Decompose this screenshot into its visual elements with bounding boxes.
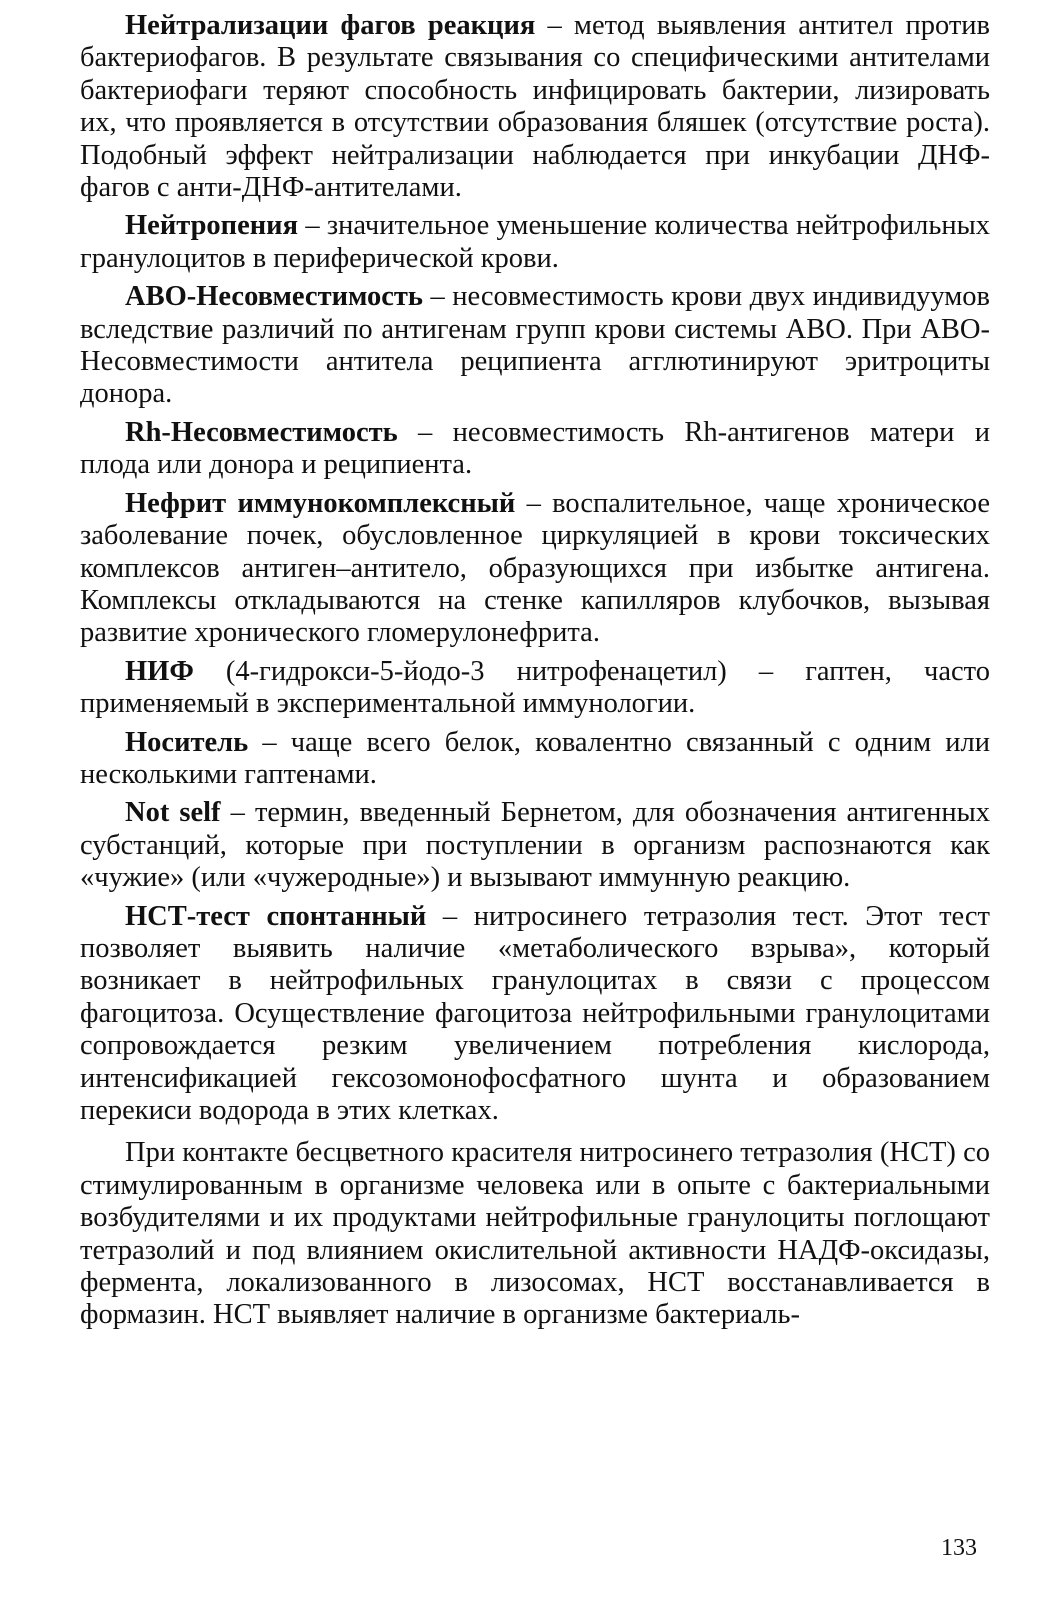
entry-term: НСТ-тест спонтанный <box>125 900 427 932</box>
entry-term: Носитель <box>125 726 249 758</box>
glossary-entry <box>80 417 990 482</box>
entry-definition: – значительное уменьшение количества нейтрофильных гранулоцитов в периферической крови. <box>80 210 990 274</box>
glossary-entry <box>80 656 990 721</box>
entry-definition: – нитросинего тетразолия тест. Этот тест позволяет выявить наличие «метаболического взрыва», который возникает в нейтрофильных гранулоцитах в связи с процессом фагоцитоза. Осуществление фагоцитоза нейтрофильными гранулоцитами сопровождается резким увеличением потребления кислорода, интенсификацией гексозомонофосфатного шунта и образованием перекиси водорода в этих клетках. <box>80 900 990 1126</box>
entry-definition: – термин, введенный Бернетом, для обозначения антигенных субстанций, которые при поступлении в организм распознаются как «чужие» (или «чужеродные») и вызывают иммунную реакцию. <box>80 797 990 894</box>
entry-definition: – чаще всего белок, ковалентно связанный с одним или несколькими гаптенами. <box>80 726 990 790</box>
entry-term: АВО-Несовместимость <box>125 281 423 313</box>
entry-term: Rh-Несовместимость <box>125 416 398 448</box>
entry-term: Not self <box>125 797 221 829</box>
glossary-entry <box>80 901 990 1128</box>
entry-definition: – метод выявления антител против бактериофагов. В результате связывания со специфическими антителами бактериофаги теряют способность инфицировать бактерии, лизировать их, что проявляется в отсутствии образования бляшек (отсутствие роста). Подобный эффект нейтрализации наблюдается при инкубации ДНФ-фагов с анти-ДНФ-антителами. <box>80 10 990 204</box>
glossary-entry <box>80 727 990 792</box>
page-number: 133 <box>941 1535 977 1561</box>
entry-definition: – несовместимость Rh-антигенов матери и плода или донора и реципиента. <box>80 416 990 481</box>
glossary-entry <box>80 797 990 894</box>
glossary-entry <box>80 10 990 204</box>
glossary-entry <box>80 210 990 275</box>
entry-definition: – воспалительное, чаще хроническое заболевание почек, обусловленное циркуляцией в крови токсических комплексов антиген–антитело, образующихся при избытке антигена. Комплексы откладываются на стенке капилляров клубочков, вызывая развитие хронического гломерулонефрита. <box>80 487 990 649</box>
glossary-entry <box>80 281 990 411</box>
entry-term: Нефрит иммунокомплексный <box>125 487 516 519</box>
entry-term: Нейтропения <box>125 210 299 242</box>
entry-definition: – несовместимость крови двух индивидуумов вследствие различий по антигенам групп крови системы АВО. При АВО-Несовместимости антитела реципиента агглютинируют эритроциты донора. <box>80 281 990 410</box>
entry-term: Нейтрализации фагов реакция <box>125 10 536 41</box>
entry-definition: (4-гидрокси-5-йодо-3 нитрофенацетил) – гаптен, часто применяемый в экспериментальной иммунологии. <box>80 655 990 720</box>
page-body <box>80 10 990 1500</box>
body-paragraph: При контакте бесцветного красителя нитросинего тетразолия (НСТ) со стимулированным в организме человека или в опыте с бактериальными возбудителями и их продуктами нейтрофильные гранулоциты поглощают тетразолий и под влиянием окислительной активности НАДФ-оксидазы, фермента, локализованного в лизосомах, НСТ восстанавливается в формазин. НСТ выявляет наличие в организме бактериаль- <box>80 1137 990 1331</box>
entry-term: НИФ <box>125 655 194 687</box>
glossary-entry <box>80 488 990 650</box>
